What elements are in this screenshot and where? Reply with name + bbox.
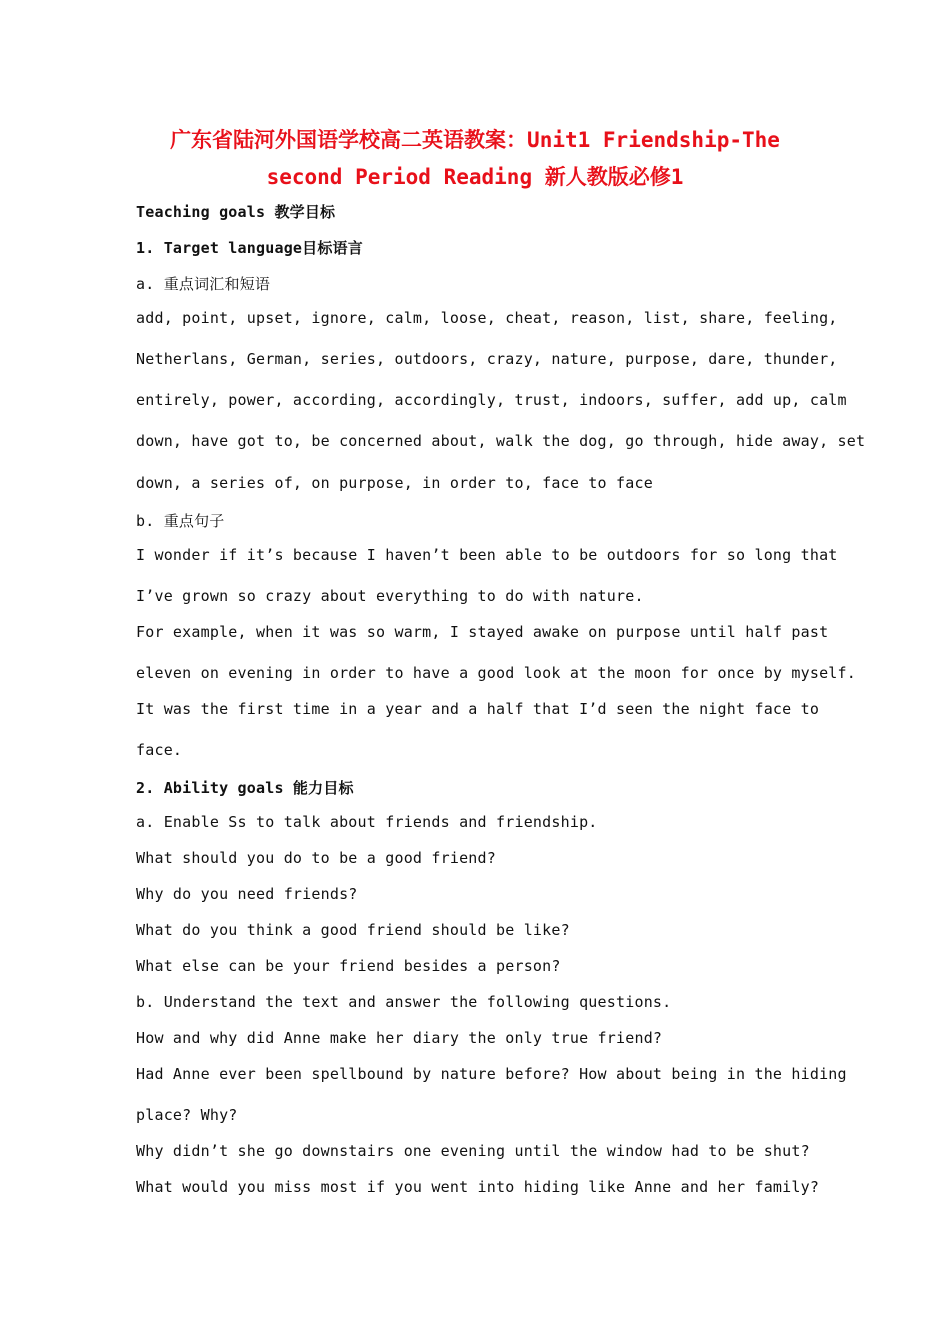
question-line: What would you miss most if you went into hiding like Anne and her family?: [136, 1178, 820, 1196]
heading-ability-goals: 2. Ability goals 能力目标: [136, 779, 354, 797]
question-line: place? Why?: [136, 1106, 238, 1124]
sentence-line: eleven on evening in order to have a good look at the moon for once by myself.: [136, 664, 856, 682]
question-line: What else can be your friend besides a person?: [136, 957, 561, 975]
heading-teaching-goals: Teaching goals 教学目标: [136, 203, 336, 221]
sentence-line: It was the first time in a year and a half that I’d seen the night face to: [136, 700, 820, 718]
vocabulary-line: down, a series of, on purpose, in order to, face to face: [136, 474, 653, 492]
title-line-2: second Period Reading 新人教版必修1: [266, 165, 684, 189]
subheading-sentences: b. 重点句子: [136, 512, 225, 530]
vocabulary-line: Netherlans, German, series, outdoors, crazy, nature, purpose, dare, thunder,: [136, 350, 838, 368]
ability-item: a. Enable Ss to talk about friends and friendship.: [136, 813, 598, 831]
ability-item: b. Understand the text and answer the following questions.: [136, 993, 672, 1011]
sentence-line: For example, when it was so warm, I stayed awake on purpose until half past: [136, 623, 829, 641]
sentence-line: I wonder if it’s because I haven’t been able to be outdoors for so long that: [136, 546, 838, 564]
title-line-1: 广东省陆河外国语学校高二英语教案：Unit1 Friendship-The: [170, 128, 780, 152]
subheading-vocabulary: a. 重点词汇和短语: [136, 275, 271, 293]
question-line: Had Anne ever been spellbound by nature before? How about being in the hiding: [136, 1065, 847, 1083]
sentence-line: I’ve grown so crazy about everything to do with nature.: [136, 587, 644, 605]
question-line: What should you do to be a good friend?: [136, 849, 496, 867]
question-line: How and why did Anne make her diary the only true friend?: [136, 1029, 663, 1047]
question-line: What do you think a good friend should be like?: [136, 921, 570, 939]
heading-target-language: 1. Target language目标语言: [136, 239, 363, 257]
vocabulary-line: down, have got to, be concerned about, walk the dog, go through, hide away, set: [136, 432, 866, 450]
vocabulary-line: add, point, upset, ignore, calm, loose, cheat, reason, list, share, feeling,: [136, 309, 838, 327]
vocabulary-line: entirely, power, according, accordingly, trust, indoors, suffer, add up, calm: [136, 391, 847, 409]
question-line: Why do you need friends?: [136, 885, 358, 903]
question-line: Why didn’t she go downstairs one evening until the window had to be shut?: [136, 1142, 810, 1160]
sentence-line: face.: [136, 741, 183, 759]
